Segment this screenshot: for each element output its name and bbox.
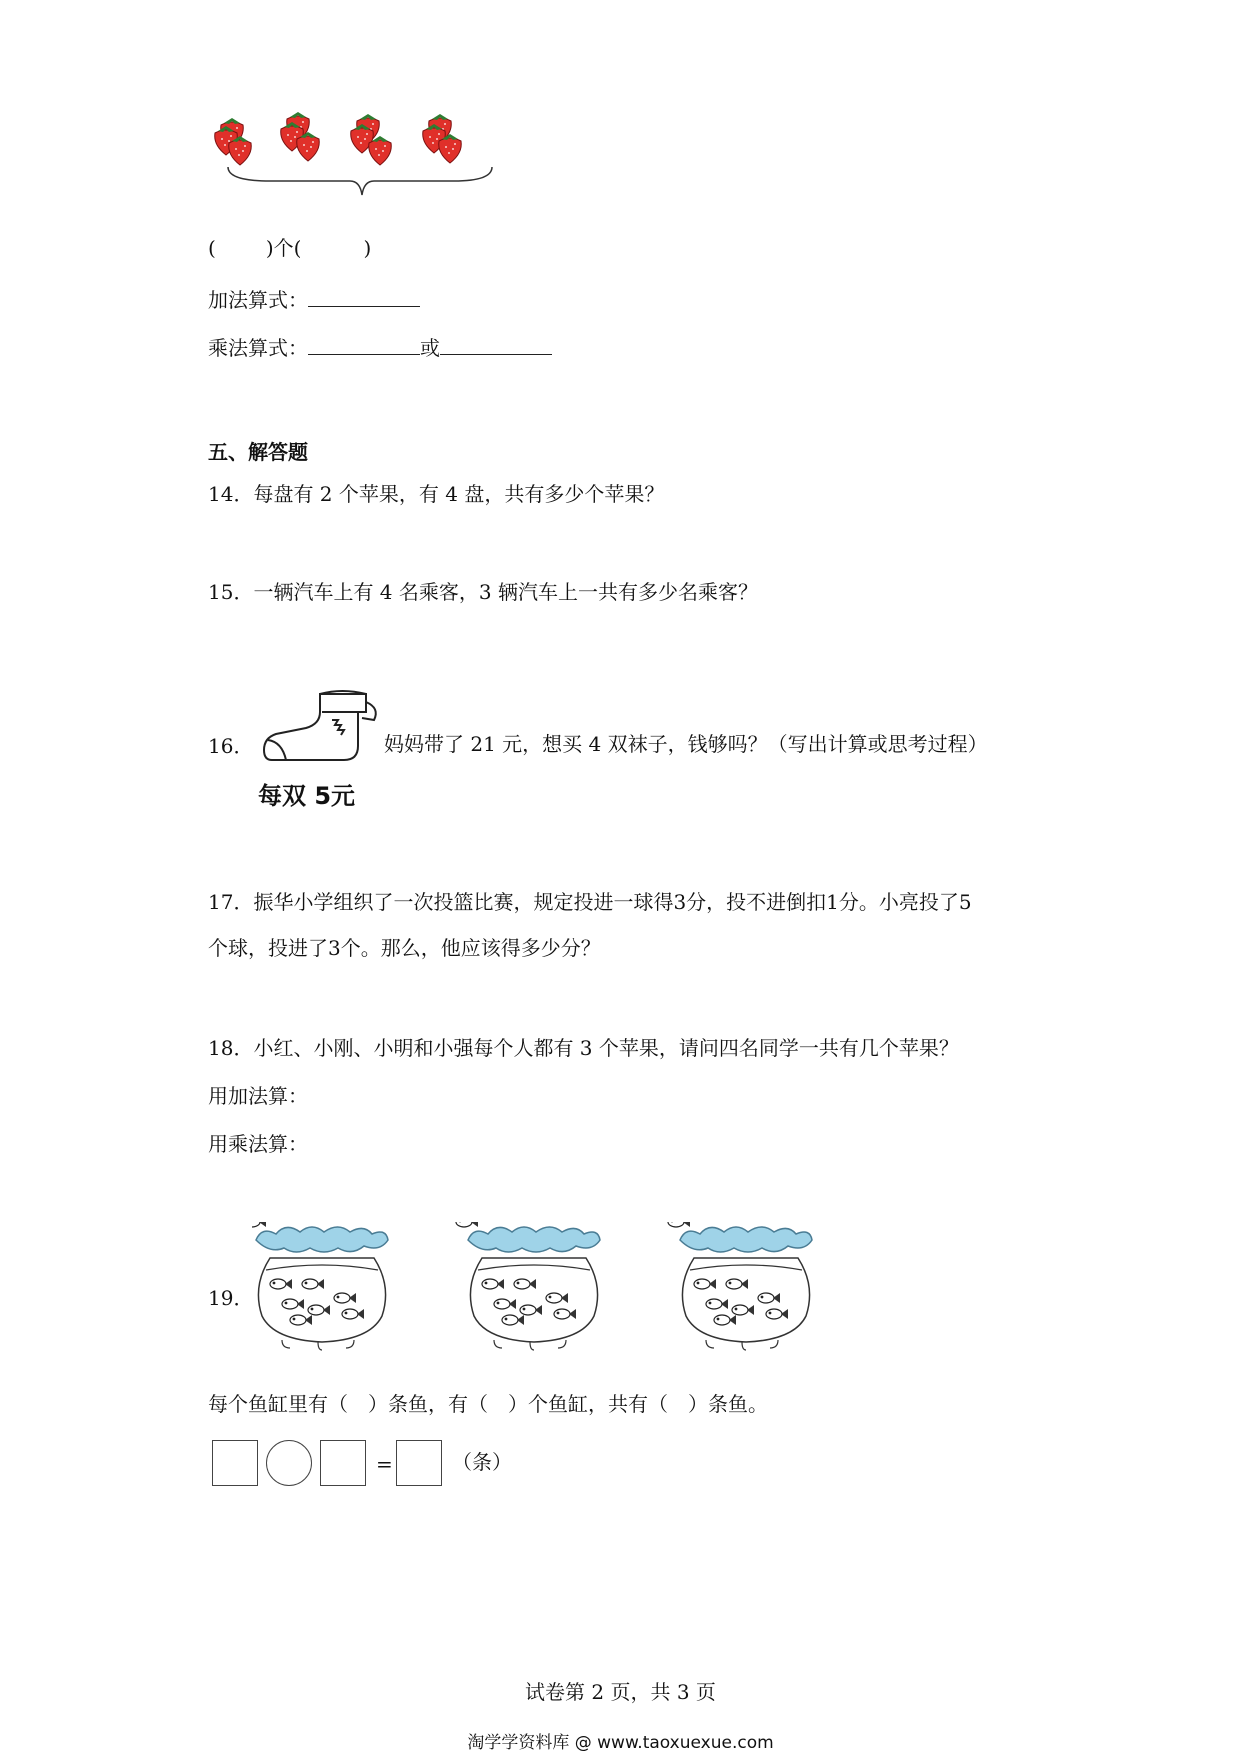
question-19-text: 每个鱼缸里有（ ）条鱼，有（ ）个鱼缸，共有（ ）条鱼。 [208, 1392, 768, 1416]
question-18-multiplication: 用乘法算： [208, 1132, 308, 1156]
question-17-line-2: 个球，投进了3个。那么，他应该得多少分？ [208, 936, 601, 960]
operator-circle[interactable] [266, 1440, 312, 1486]
question-15: 15．一辆汽车上有 4 名乘客，3 辆汽车上一共有多少名乘客？ [208, 580, 758, 604]
unit-ge: 个 [273, 236, 294, 260]
open-paren: ( [208, 236, 216, 260]
question-18-addition: 用加法算： [208, 1084, 308, 1108]
page-info: 试卷第 2 页，共 3 页 [525, 1680, 716, 1704]
addition-expression-line [208, 286, 420, 312]
count-line [208, 236, 371, 260]
answer-box-2[interactable] [320, 1440, 366, 1486]
multiplication-expression-line [208, 334, 552, 360]
fish-bowls-image [252, 1222, 832, 1362]
open-paren: ( [293, 236, 302, 260]
equals-sign: = [376, 1452, 393, 1476]
close-paren: ) [363, 236, 372, 260]
question-16-number: 16． [208, 734, 254, 758]
answer-box-1[interactable] [212, 1440, 258, 1486]
watermark: 淘学学资料库 @ www.taoxuexue.com [467, 1733, 774, 1753]
unit-label: （条） [452, 1450, 512, 1474]
or-text: 或 [420, 336, 440, 360]
question-19-number: 19． [208, 1286, 254, 1310]
sock-image [262, 688, 382, 768]
section-heading: 五、解答题 [208, 440, 308, 464]
sock-price-label: 每双 5元 [258, 782, 356, 810]
question-14: 14．每盘有 2 个苹果，有 4 盘，共有多少个苹果？ [208, 482, 665, 506]
answer-box-result[interactable] [396, 1440, 442, 1486]
close-paren: ) [265, 236, 274, 260]
question-17-line-1: 17．振华小学组织了一次投篮比赛，规定投进一球得3分，投不进倒扣1分。小亮投了5 [208, 890, 972, 914]
strawberries-image [210, 105, 510, 205]
question-16-text: 妈妈带了 21 元，想买 4 双袜子，钱够吗？（写出计算或思考过程） [384, 732, 988, 756]
multiplication-label: 乘法算式： [208, 336, 308, 360]
addition-blank[interactable] [308, 286, 420, 307]
multiplication-blank-1[interactable] [308, 334, 420, 355]
question-18: 18．小红、小刚、小明和小强每个人都有 3 个苹果，请问四名同学一共有几个苹果？ [208, 1036, 959, 1060]
multiplication-blank-2[interactable] [440, 334, 552, 355]
addition-label: 加法算式： [208, 288, 308, 312]
